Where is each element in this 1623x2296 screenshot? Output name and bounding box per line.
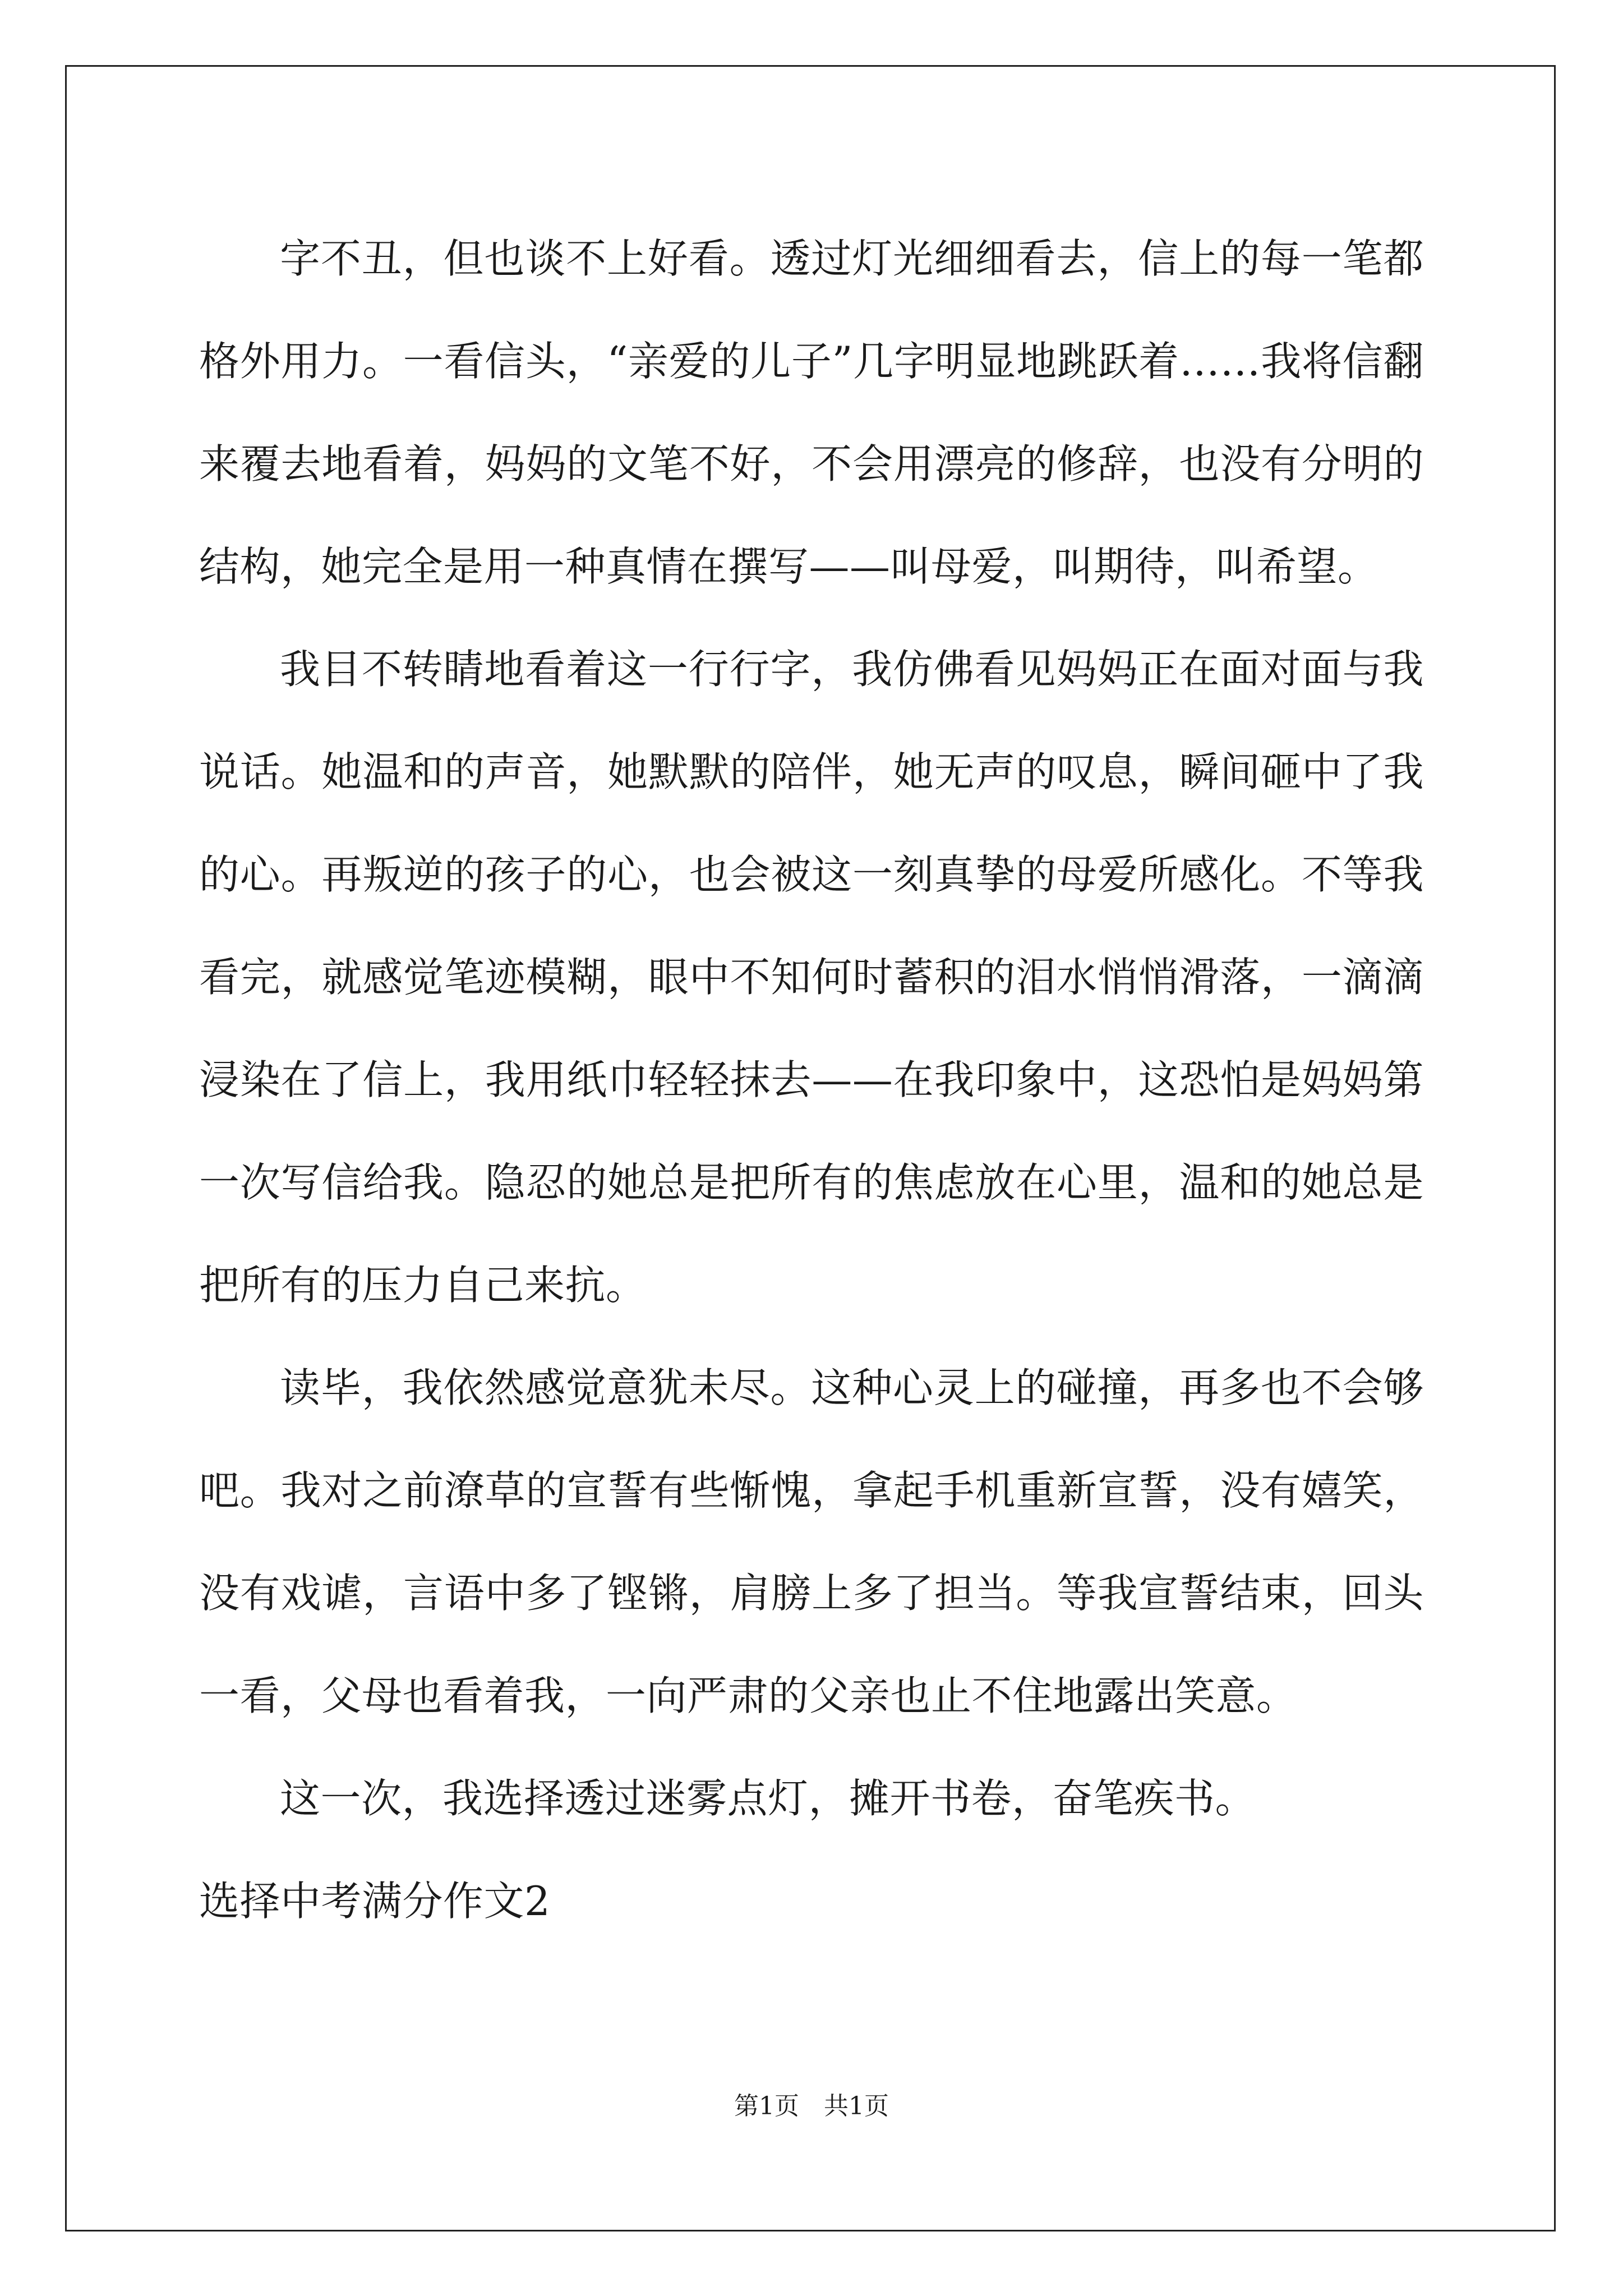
paragraph-2: 我目不转睛地看着这一行行字，我仿佛看见妈妈正在面对面与我说话。她温和的声音，她默默的陪伴，她无声的叹息，瞬间砸中了我的心。再叛逆的孩子的心，也会被这一刻真挚的母爱所感化。不等我看完，就感觉笔迹模糊，眼中不知何时蓄积的泪水悄悄滑落，一滴滴浸染在了信上，我用纸巾轻轻抹去——在我印象中，这恐怕是妈妈第一次写信给我。隐忍的她总是把所有的焦虑放在心里，温和的她总是把所有的压力自己来抗。: [199, 646, 1424, 1309]
page-footer: [0, 2090, 1623, 2123]
paragraph-4: 这一次，我选择透过迷雾点灯，摊开书卷，奋笔疾书。: [280, 1775, 1256, 1822]
page-number: 第1页: [734, 2092, 799, 2120]
page-total: 共1页: [824, 2092, 889, 2120]
paragraph-3: 读毕，我依然感觉意犹未尽。这种心灵上的碰撞，再多也不会够吧。我对之前潦草的宣誓有些惭愧，拿起手机重新宣誓，没有嬉笑，没有戏谑，言语中多了铿锵，肩膀上多了担当。等我宣誓结束，回头一看，父母也看着我，一向严肃的父亲也止不住地露出笑意。: [199, 1364, 1424, 1719]
section-heading: 选择中考满分作文2: [199, 1878, 551, 1925]
document-body: [199, 208, 1424, 1953]
paragraph-1: 字不丑，但也谈不上好看。透过灯光细细看去，信上的每一笔都格外用力。一看信头，“亲爱的儿子”几字明显地跳跃着……我将信翻来覆去地看着，妈妈的文笔不好，不会用漂亮的修辞，也没有分明的结构，她完全是用一种真情在撰写——叫母爱，叫期待，叫希望。: [199, 235, 1424, 590]
